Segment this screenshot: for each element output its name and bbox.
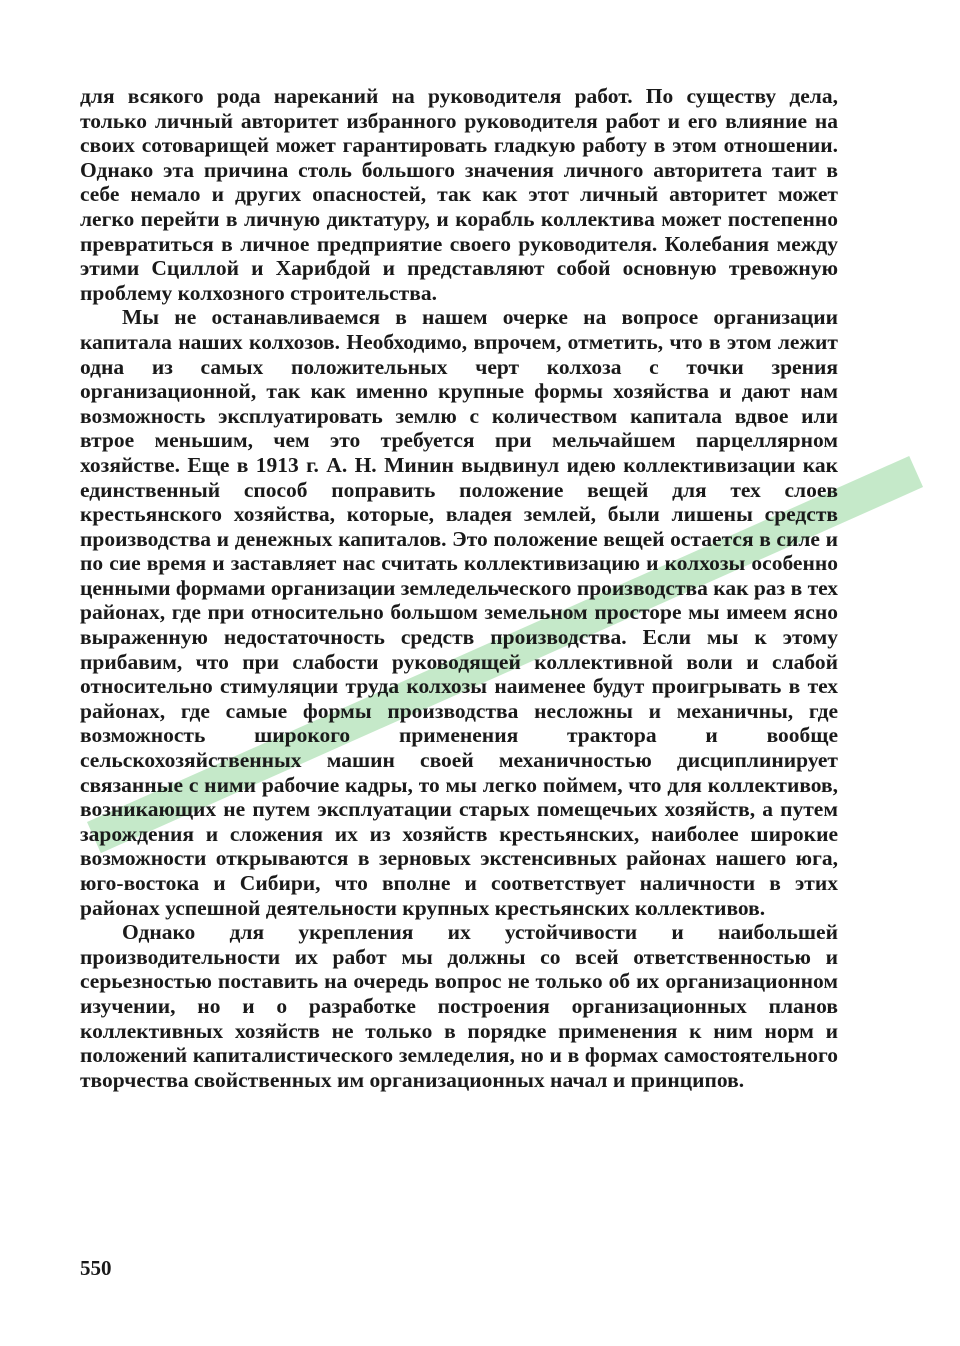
paragraph-3: Однако для укрепления их устойчивости и наибольшей производительности их работ мы должны со всей ответственностью и серьезностью поставить на очередь вопрос не только об их организационном изучении, но и о разработке построения организационных планов коллективных хозяйств не только в порядке применения к ним норм и положений капиталистического земледелия, но и в формах самостоятельного творчества свойственных им организационных начал и принципов. bbox=[80, 920, 838, 1092]
paragraph-2: Мы не останавливаемся в нашем очерке на вопросе организации капитала наших колхозов. Необходимо, впрочем, отметить, что в этом лежит одна из самых положительных черт колхоза с точки зрения организационной, так как именно крупные формы хозяйства и дают нам возможность эксплуатировать землю с количеством капитала вдвое или втрое меньшим, чем это требуется при мельчайшем парцеллярном хозяйстве. Еще в 1913 г. А. Н. Минин выдвинул идею коллективизации как единственный способ поправить положение вещей для тех слоев крестьянского хозяйства, которые, владея землей, были лишены средств производства и денежных капиталов. Это положение вещей остается в силе и по сие время и заставляет нас считать коллективизацию и колхозы особенно ценными формами организации земледельческого производства как раз в тех районах, где при относительно большом земельном просторе мы имеем ясно выраженную недостаточность средств производства. Если мы к этому прибавим, что при слабости руководящей коллективной воли и слабой относительно стимуляции труда колхозы наименее будут проигрывать в тех районах, где самые формы производства несложны и механичны, где возможность широкого применения трактора и вообще сельскохозяйственных машин своей механичностью дисциплинирует связанные с ними рабочие кадры, то мы легко поймем, что для коллективов, возникающих не путем эксплуатации старых помещечьих хозяйств, а путем зарождения и сложения их из хозяйств крестьянских, наиболее широкие возможности открываются в зерновых экстенсивных районах нашего юга, юго-востока и Сибири, что вполне и соответствует наличности в этих районах успешной деятельности крупных крестьянских коллективов. bbox=[80, 305, 838, 920]
page-number: 550 bbox=[80, 1256, 112, 1280]
body-text bbox=[80, 84, 838, 1092]
paragraph-1: для всякого рода нареканий на руководителя работ. По существу дела, только личный авторитет избранного руководителя работ и его влияние на своих сотоварищей может гарантировать гладкую работу в этом отношении. Однако эта причина столь большого значения личного авторитета таит в себе немало и других опасностей, так как этот личный авторитет может легко перейти в личную диктатуру, и корабль коллектива может постепенно превратиться в личное предприятие своего руководителя. Колебания между этими Сциллой и Харибдой и представляют собой основную тревожную проблему колхозного строительства. bbox=[80, 84, 838, 305]
